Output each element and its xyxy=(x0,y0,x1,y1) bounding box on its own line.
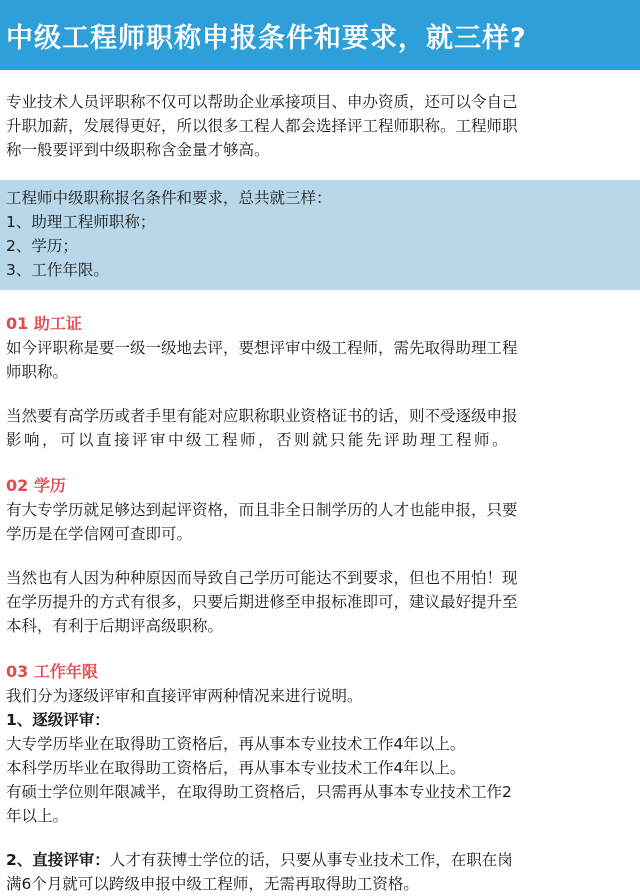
section-text-line: 影响，可以直接评审中级工程师，否则就只能先评助理工程师。 xyxy=(6,431,511,449)
section-text-line: 学历是在学信网可查即可。 xyxy=(6,525,193,543)
section-text-line: 年以上。 xyxy=(6,807,69,825)
summary-item: 3、工作年限。 xyxy=(6,261,109,279)
section-text-line: 当然也有人因为种种原因而导致自己学历可能达不到要求，但也不用怕！现 xyxy=(6,569,518,587)
section-text-line: 满6个月就可以跨级申报中级工程师，无需再取得助工资格。 xyxy=(6,875,419,893)
inline-text: 人才有获博士学位的话，只要从事专业技术工作，在职在岗 xyxy=(109,851,513,869)
intro-paragraph xyxy=(0,90,640,162)
section-heading: 01 助工证 xyxy=(6,314,82,333)
page-title: 中级工程师职称申报条件和要求，就三样? xyxy=(6,22,527,54)
section-work-years xyxy=(0,660,640,896)
section-text-line: 当然要有高学历或者手里有能对应职称职业资格证书的话，则不受逐级申报 xyxy=(6,407,518,425)
section-text-line xyxy=(0,848,640,872)
intro-line: 专业技术人员评职称不仅可以帮助企业承接项目、申办资质，还可以令自己 xyxy=(6,93,518,111)
section-text-line: 大专学历毕业在取得助工资格后，再从事本专业技术工作4年以上。 xyxy=(6,735,466,753)
summary-item: 1、助理工程师职称； xyxy=(6,213,156,231)
title-banner xyxy=(0,0,640,70)
section-text-line: 本科学历毕业在取得助工资格后，再从事本专业技术工作4年以上。 xyxy=(6,759,466,777)
intro-line: 称一般要评到中级职称含金量才够高。 xyxy=(6,141,270,159)
summary-item: 2、学历； xyxy=(6,237,78,255)
intro-line: 升职加薪，发展得更好，所以很多工程人都会选择评工程师职称。工程师职 xyxy=(6,117,518,135)
requirements-summary-box xyxy=(0,180,640,290)
section-text-line: 如今评职称是要一级一级地去评，要想评审中级工程师，需先取得助理工程 xyxy=(6,339,518,357)
section-text-line: 师职称。 xyxy=(6,363,69,381)
summary-heading: 工程师中级职称报名条件和要求，总共就三样： xyxy=(6,189,332,207)
section-text-line: 有大专学历就足够达到起评资格，而且非全日制学历的人才也能申报，只要 xyxy=(6,501,518,519)
section-text-line: 有硕士学位则年限减半，在取得助工资格后，只需再从事本专业技术工作2 xyxy=(6,783,512,801)
section-assistant-engineer-certificate xyxy=(0,312,640,452)
section-education xyxy=(0,474,640,638)
section-text-line: 本科，有利于后期评高级职称。 xyxy=(6,617,224,635)
subsection-heading: 1、逐级评审： xyxy=(6,711,110,729)
section-heading: 02 学历 xyxy=(6,476,66,495)
section-text-line: 我们分为逐级评审和直接评审两种情况来进行说明。 xyxy=(6,687,363,705)
section-heading: 03 工作年限 xyxy=(6,662,98,681)
section-text-line: 在学历提升的方式有很多，只要后期进修至申报标准即可，建议最好提升至 xyxy=(6,593,518,611)
subsection-heading: 2、直接评审： xyxy=(6,851,110,869)
article-body xyxy=(0,70,640,896)
